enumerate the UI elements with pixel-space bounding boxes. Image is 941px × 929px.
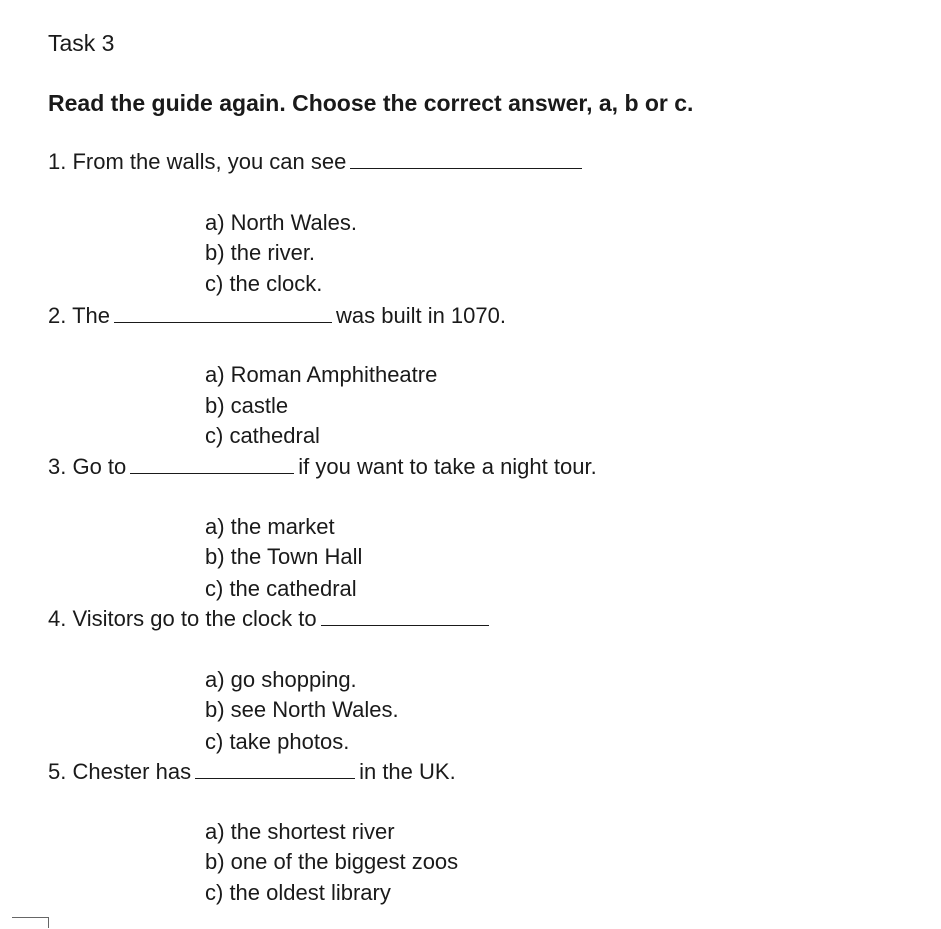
question-5-option-a: a) the shortest river xyxy=(205,819,395,844)
question-2-text-after: was built in 1070. xyxy=(335,303,506,328)
question-1-option-c: c) the clock. xyxy=(205,271,323,296)
question-3 xyxy=(48,454,597,480)
question-4 xyxy=(48,606,493,632)
question-5-option-c: c) the oldest library xyxy=(205,880,391,905)
question-3-text-after: if you want to take a night tour. xyxy=(298,454,597,479)
question-4-option-a: a) go shopping. xyxy=(205,667,357,692)
question-5 xyxy=(48,759,456,785)
question-2-option-b: b) castle xyxy=(205,393,289,418)
question-1-option-b: b) the river. xyxy=(205,240,316,265)
question-5-text-after: in the UK. xyxy=(359,759,456,784)
question-2-option-a: a) Roman Amphitheatre xyxy=(205,362,438,387)
question-2-option-c: c) cathedral xyxy=(205,423,320,448)
question-5-option-b: b) one of the biggest zoos xyxy=(205,849,459,874)
question-2-text-before: 2. The xyxy=(48,303,110,328)
answer-blank-3 xyxy=(130,455,294,474)
page-corner-mark xyxy=(12,917,49,928)
question-5-text-before: 5. Chester has xyxy=(48,759,192,784)
task-instruction: Read the guide again. Choose the correct answer, a, b or c. xyxy=(48,90,694,116)
answer-blank-4 xyxy=(321,607,489,626)
question-4-option-c: c) take photos. xyxy=(205,729,350,754)
question-4-text: 4. Visitors go to the clock to xyxy=(48,606,317,631)
question-2 xyxy=(48,303,506,329)
question-1 xyxy=(48,149,586,175)
question-3-option-a: a) the market xyxy=(205,514,335,539)
question-1-option-a: a) North Wales. xyxy=(205,210,358,235)
question-3-option-c: c) the cathedral xyxy=(205,576,357,601)
question-3-text-before: 3. Go to xyxy=(48,454,127,479)
question-3-option-b: b) the Town Hall xyxy=(205,544,363,569)
answer-blank-5 xyxy=(195,760,355,779)
task-title: Task 3 xyxy=(48,30,115,56)
question-4-option-b: b) see North Wales. xyxy=(205,697,399,722)
answer-blank-1 xyxy=(350,150,582,169)
question-1-text: 1. From the walls, you can see xyxy=(48,149,347,174)
answer-blank-2 xyxy=(114,304,332,323)
